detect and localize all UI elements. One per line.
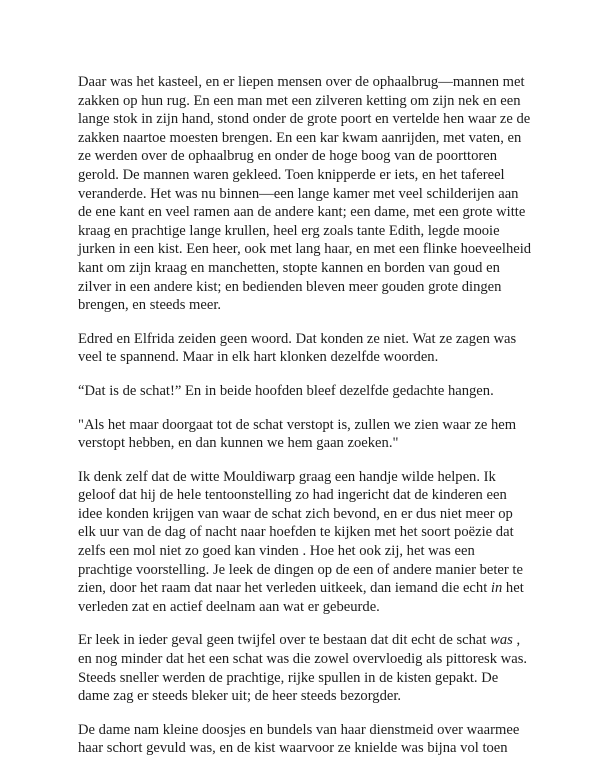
paragraph-text: Edred en Elfrida zeiden geen woord. Dat konden ze niet. Wat ze zagen was veel te spannend. Maar in elk hart klonken dezelfde woorden. (78, 330, 517, 366)
emphasis-text: in (490, 580, 503, 597)
paragraph-4 (78, 416, 532, 453)
paragraph-1 (78, 73, 532, 315)
paragraph-2 (78, 330, 532, 367)
paragraph-text: "Als het maar doorgaat tot de schat verstopt is, zullen we zien waar ze hem verstopt hebben, en dan kunnen we hem gaan zoeken." (78, 416, 517, 452)
emphasis-text: was (490, 632, 513, 649)
paragraph-7 (78, 721, 532, 758)
paragraph-text: Daar was het kasteel, en er liepen mensen over de ophaalbrug—mannen met zakken op hun rug. En een man met een zilveren ketting om zijn nek en een lange stok in zijn hand, stond onder de grote poort en vertelde hen waar ze de zakken naartoe moesten brengen. En een kar kwam aanrijden, met vaten, en ze werden over de ophaalbrug en onder de hoge boog van de poorttoren gerold. De mannen waren gekleed. Toen knipperde er iets, en het tafereel veranderde. Het was nu binnen—een lange kamer met veel schilderijen aan de ene kant en veel ramen aan de andere kant; een dame, met een grote witte kraag en prachtige lange krullen, heel erg zoals tante Edith, legde mooie jurken in een kist. Een heer, ook met lang haar, en met een flinke hoeveelheid kant om zijn kraag en manchetten, stopte kannen en borden van goud en zilver in een andere kist; en bedienden bleven meer gouden grote dingen brengen, en steeds meer. (78, 74, 532, 314)
paragraph-text: het verleden zat en actief deelnam aan wat er gebeurde. (78, 580, 524, 615)
document-page (78, 73, 532, 773)
paragraph-text: Ik denk zelf dat de witte Mouldiwarp graag een handje wilde helpen. Ik geloof dat hij de hele tentoonstelling zo had ingericht dat de kinderen een idee konden krijgen van waar de schat zich bevond, en er dus niet meer op elk uur van de dag of nacht naar hoefden te kijken met het soort poëzie dat zelfs een mol niet zo goed kan vinden . Hoe het ook zij, het was een prachtige voorstelling. Je leek de dingen op de een of andere manier beter te zien, door het raam dat naar het verleden uitkeek, dan iemand die echt (78, 468, 523, 597)
paragraph-5 (78, 468, 532, 617)
paragraph-text: De dame nam kleine doosjes en bundels van haar dienstmeid over waarmee haar schort gevuld was, en de kist waarvoor ze knielde was bijna vol toen (78, 721, 520, 757)
paragraph-text: Er leek in ieder geval geen twijfel over te bestaan dat dit echt de schat (78, 632, 491, 649)
paragraph-6 (78, 631, 532, 705)
paragraph-3 (78, 382, 532, 401)
paragraph-text: “Dat is de schat!” En in beide hoofden bleef dezelfde gedachte hangen. (78, 382, 494, 399)
paragraph-text: , en nog minder dat het een schat was die zowel overvloedig als pittoresk was. Steeds sneller werden de prachtige, rijke spullen in de kisten gepakt. De dame zag er steeds bleker uit; de heer steeds bezorgder. (78, 632, 528, 705)
